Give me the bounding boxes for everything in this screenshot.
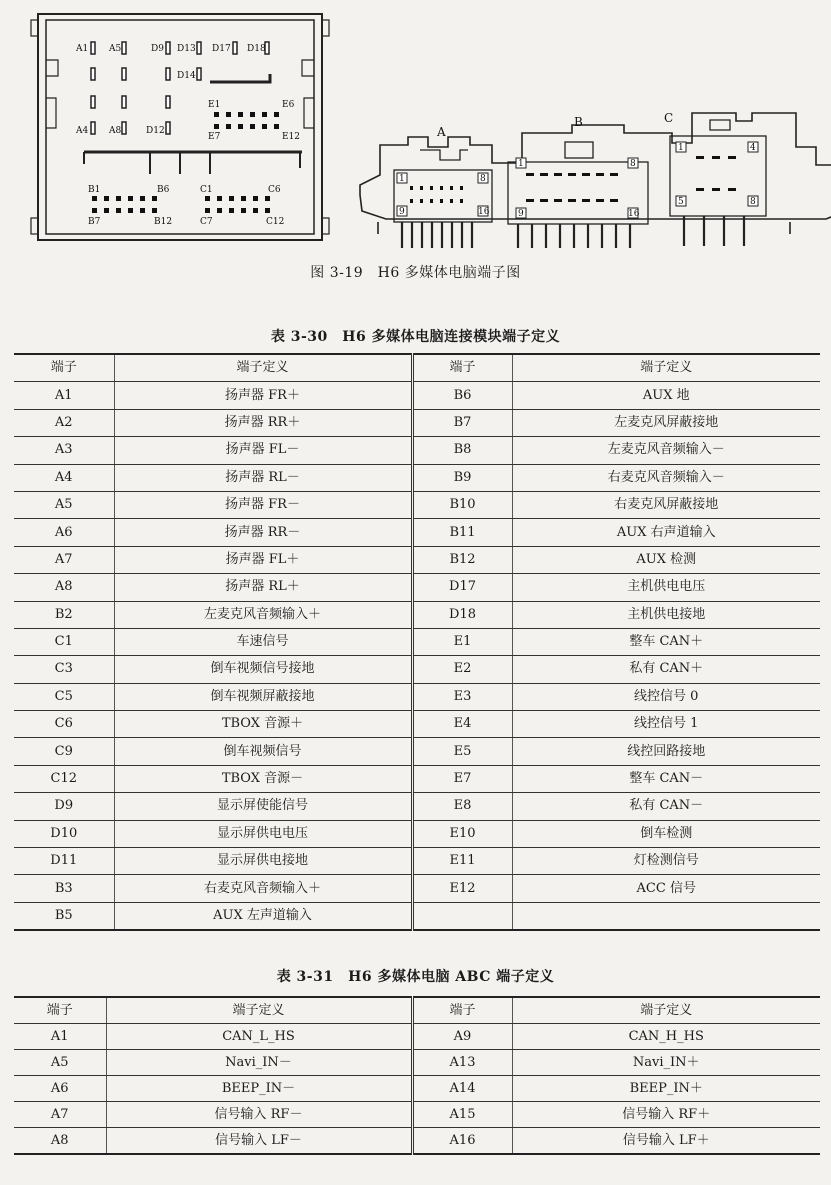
terminal-cell: A2 (14, 409, 114, 436)
terminal-cell: E5 (412, 738, 512, 765)
table-row (14, 1050, 820, 1076)
terminal-cell: E7 (412, 765, 512, 792)
table-row (14, 1024, 820, 1050)
definition-cell: 灯检测信号 (512, 848, 820, 875)
terminal-cell: A1 (14, 382, 114, 409)
terminal-cell: E11 (412, 848, 512, 875)
pin-label-e12: E12 (282, 132, 301, 142)
figure-caption: 图 3-19 H6 多媒体电脑端子图 (310, 265, 521, 281)
connector-figure (0, 0, 831, 290)
terminal-cell: A5 (14, 491, 114, 518)
terminal-cell: D10 (14, 820, 114, 847)
pin-definition-table-2 (14, 996, 820, 1155)
table2-title: 表 3-31 H6 多媒体电脑 ABC 端子定义 (276, 969, 555, 985)
a-pin-9: 9 (399, 207, 405, 217)
terminal-cell: B7 (412, 409, 512, 436)
definition-cell: 右麦克风音频输入＋ (114, 875, 412, 902)
terminal-cell (412, 902, 512, 930)
column-header: 端子 (412, 354, 512, 382)
terminal-cell: A1 (14, 1024, 106, 1050)
definition-cell: 倒车视频信号接地 (114, 656, 412, 683)
definition-cell: 线控信号 0 (512, 683, 820, 710)
c-pin-1: 1 (678, 143, 684, 153)
definition-cell: 显示屏供电电压 (114, 820, 412, 847)
definition-cell: CAN_H_HS (512, 1024, 820, 1050)
terminal-cell: D17 (412, 574, 512, 601)
definition-cell: 扬声器 FL－ (114, 437, 412, 464)
definition-cell: AUX 右声道输入 (512, 519, 820, 546)
table-row (14, 683, 820, 710)
pin-label-a1: A1 (76, 44, 89, 54)
definition-cell: BEEP_IN＋ (512, 1076, 820, 1102)
table-row (14, 902, 820, 930)
table-row (14, 1128, 820, 1155)
pin-label-c6: C6 (268, 185, 281, 195)
terminal-cell: B6 (412, 382, 512, 409)
definition-cell: 右麦克风音频输入－ (512, 464, 820, 491)
pin-label-b7: B7 (88, 217, 101, 227)
terminal-cell: A7 (14, 1102, 106, 1128)
pin-label-a5: A5 (109, 44, 122, 54)
terminal-cell: A16 (412, 1128, 512, 1155)
terminal-cell: E12 (412, 875, 512, 902)
terminal-cell: A14 (412, 1076, 512, 1102)
terminal-cell: D18 (412, 601, 512, 628)
column-header: 端子定义 (106, 997, 412, 1024)
column-header: 端子 (412, 997, 512, 1024)
terminal-cell: A6 (14, 519, 114, 546)
table-row (14, 519, 820, 546)
definition-cell: 倒车视频屏蔽接地 (114, 683, 412, 710)
terminal-cell: B11 (412, 519, 512, 546)
table-row (14, 601, 820, 628)
terminal-cell: B12 (412, 546, 512, 573)
definition-cell: TBOX 音源＋ (114, 711, 412, 738)
table1-title: 表 3-30 H6 多媒体电脑连接模块端子定义 (270, 329, 561, 345)
block-a-label: A (437, 125, 446, 139)
table-header-row (14, 997, 820, 1024)
definition-cell: 线控回路接地 (512, 738, 820, 765)
connector-diagram (0, 0, 831, 260)
c-pin-5: 5 (678, 197, 684, 207)
terminal-cell: C12 (14, 765, 114, 792)
definition-cell: 显示屏供电接地 (114, 848, 412, 875)
table-row (14, 1102, 820, 1128)
terminal-cell: C3 (14, 656, 114, 683)
terminal-cell: A4 (14, 464, 114, 491)
pin-label-a4: A4 (76, 126, 89, 136)
definition-cell: 左麦克风屏蔽接地 (512, 409, 820, 436)
definition-cell: 信号输入 LF－ (106, 1128, 412, 1155)
terminal-cell: B3 (14, 875, 114, 902)
pin-label-d9: D9 (151, 44, 164, 54)
a-pin-1: 1 (399, 174, 405, 184)
table-row (14, 1076, 820, 1102)
pin-label-e7: E7 (208, 132, 221, 142)
terminal-cell: C5 (14, 683, 114, 710)
column-header: 端子定义 (512, 354, 820, 382)
table-row (14, 628, 820, 655)
definition-cell: 车速信号 (114, 628, 412, 655)
terminal-cell: A7 (14, 546, 114, 573)
table-header-row (14, 354, 820, 382)
definition-cell: 显示屏使能信号 (114, 793, 412, 820)
definition-cell: 信号输入 LF＋ (512, 1128, 820, 1155)
pin-definition-table-1 (14, 353, 820, 931)
terminal-cell: E8 (412, 793, 512, 820)
table-row (14, 738, 820, 765)
terminal-cell: A9 (412, 1024, 512, 1050)
table-row (14, 464, 820, 491)
definition-cell: 倒车视频信号 (114, 738, 412, 765)
pin-label-d12: D12 (146, 126, 165, 136)
pin-label-e1: E1 (208, 100, 221, 110)
definition-cell: 扬声器 FR－ (114, 491, 412, 518)
definition-cell: 私有 CAN＋ (512, 656, 820, 683)
terminal-cell: A13 (412, 1050, 512, 1076)
block-b-label: B (574, 115, 583, 129)
pin-label-e6: E6 (282, 100, 295, 110)
definition-cell: 整车 CAN＋ (512, 628, 820, 655)
right-connector (360, 113, 831, 248)
pin-label-a8: A8 (109, 126, 122, 136)
pin-label-d18: D18 (247, 44, 266, 54)
definition-cell: 信号输入 RF＋ (512, 1102, 820, 1128)
definition-cell: 扬声器 FL＋ (114, 546, 412, 573)
terminal-cell: A6 (14, 1076, 106, 1102)
terminal-cell: A3 (14, 437, 114, 464)
terminal-cell: C9 (14, 738, 114, 765)
c-pin-8: 8 (750, 197, 756, 207)
definition-cell: 左麦克风音频输入－ (512, 437, 820, 464)
column-header: 端子 (14, 354, 114, 382)
table-row (14, 574, 820, 601)
column-header: 端子定义 (114, 354, 412, 382)
pin-label-b12: B12 (154, 217, 173, 227)
pin-label-d13: D13 (177, 44, 196, 54)
definition-cell: Navi_IN＋ (512, 1050, 820, 1076)
terminal-cell: C1 (14, 628, 114, 655)
definition-cell: ACC 信号 (512, 875, 820, 902)
terminal-cell: B9 (412, 464, 512, 491)
definition-cell: 扬声器 RL－ (114, 464, 412, 491)
table-row (14, 875, 820, 902)
table-row (14, 546, 820, 573)
definition-cell: BEEP_IN－ (106, 1076, 412, 1102)
column-header: 端子定义 (512, 997, 820, 1024)
definition-cell (512, 902, 820, 930)
terminal-cell: E3 (412, 683, 512, 710)
table2-body (14, 997, 820, 1154)
definition-cell: 倒车检测 (512, 820, 820, 847)
terminal-cell: E10 (412, 820, 512, 847)
definition-cell: 扬声器 RR－ (114, 519, 412, 546)
terminal-cell: A5 (14, 1050, 106, 1076)
pin-label-d14: D14 (177, 71, 196, 81)
b-pin-1: 1 (518, 159, 524, 169)
table-row (14, 382, 820, 409)
definition-cell: 右麦克风屏蔽接地 (512, 491, 820, 518)
a-pin-16: 16 (478, 207, 490, 217)
table-row (14, 409, 820, 436)
terminal-cell: D9 (14, 793, 114, 820)
pin-label-c1: C1 (200, 185, 213, 195)
definition-cell: TBOX 音源－ (114, 765, 412, 792)
table-row (14, 437, 820, 464)
table-row (14, 848, 820, 875)
definition-cell: 线控信号 1 (512, 711, 820, 738)
pin-label-b6: B6 (157, 185, 170, 195)
terminal-cell: A15 (412, 1102, 512, 1128)
definition-cell: AUX 地 (512, 382, 820, 409)
definition-cell: 左麦克风音频输入＋ (114, 601, 412, 628)
definition-cell: 整车 CAN－ (512, 765, 820, 792)
definition-cell: 扬声器 FR＋ (114, 382, 412, 409)
table-row (14, 765, 820, 792)
pin-label-c7: C7 (200, 217, 213, 227)
table-row (14, 656, 820, 683)
definition-cell: AUX 左声道输入 (114, 902, 412, 930)
table-row (14, 820, 820, 847)
terminal-cell: B5 (14, 902, 114, 930)
definition-cell: Navi_IN－ (106, 1050, 412, 1076)
terminal-cell: A8 (14, 574, 114, 601)
definition-cell: AUX 检测 (512, 546, 820, 573)
terminal-cell: A8 (14, 1128, 106, 1155)
terminal-cell: B2 (14, 601, 114, 628)
definition-cell: 信号输入 RF－ (106, 1102, 412, 1128)
table-row (14, 793, 820, 820)
terminal-cell: B8 (412, 437, 512, 464)
column-header: 端子 (14, 997, 106, 1024)
definition-cell: 扬声器 RR＋ (114, 409, 412, 436)
definition-cell: 主机供电电压 (512, 574, 820, 601)
table-row (14, 491, 820, 518)
terminal-cell: C6 (14, 711, 114, 738)
c-pin-4: 4 (750, 143, 756, 153)
pin-label-b1: B1 (88, 185, 101, 195)
b-pin-16: 16 (628, 209, 640, 219)
pin-label-d17: D17 (212, 44, 231, 54)
terminal-cell: E1 (412, 628, 512, 655)
terminal-cell: E4 (412, 711, 512, 738)
terminal-cell: B10 (412, 491, 512, 518)
pin-label-c12: C12 (266, 217, 285, 227)
a-pin-8: 8 (480, 174, 486, 184)
terminal-cell: D11 (14, 848, 114, 875)
definition-cell: 主机供电接地 (512, 601, 820, 628)
terminal-cell: E2 (412, 656, 512, 683)
definition-cell: 扬声器 RL＋ (114, 574, 412, 601)
table-row (14, 711, 820, 738)
definition-cell: 私有 CAN－ (512, 793, 820, 820)
table1-body (14, 354, 820, 930)
b-pin-9: 9 (518, 209, 524, 219)
b-pin-8: 8 (630, 159, 636, 169)
block-c-label: C (664, 111, 674, 125)
definition-cell: CAN_L_HS (106, 1024, 412, 1050)
